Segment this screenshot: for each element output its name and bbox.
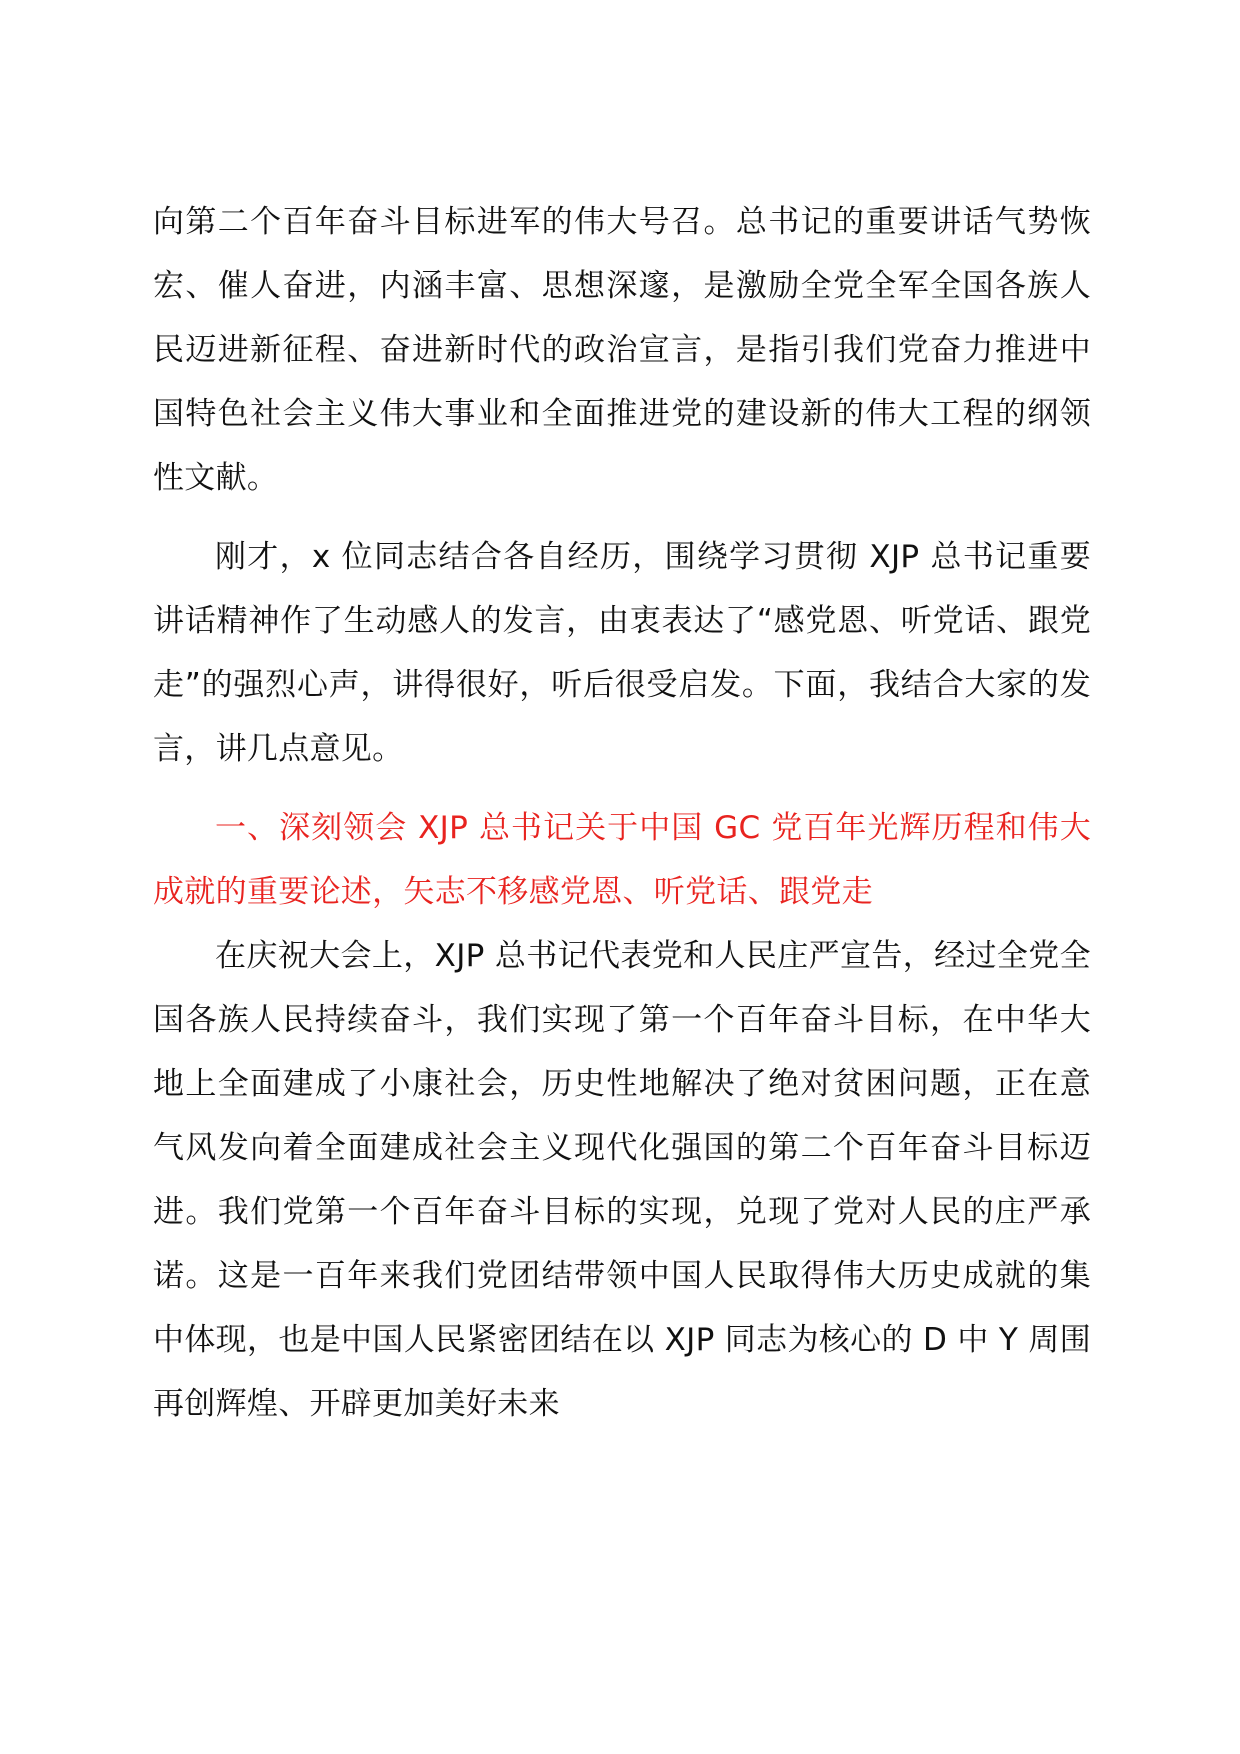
paragraph-continuation: 向第二个百年奋斗目标进军的伟大号召。总书记的重要讲话气势恢宏、催人奋进，内涵丰富、思想深邃，是激励全党全军全国各族人民迈进新征程、奋进新时代的政治宣言，是指引我们党奋力推进中国特色社会主义伟大事业和全面推进党的建设新的伟大工程的纲领性文献。 [153, 204, 1091, 496]
paragraph-section-one: 在庆祝大会上，XJP 总书记代表党和人民庄严宣告，经过全党全国各族人民持续奋斗，我们实现了第一个百年奋斗目标，在中华大地上全面建成了小康社会，历史性地解决了绝对贫困问题，正在意气风发向着全面建成社会主义现代化强国的第二个百年奋斗目标迈进。我们党第一个百年奋斗目标的实现，兑现了党对人民的庄严承诺。这是一百年来我们党团结带领中国人民取得伟大历史成就的集中体现，也是中国人民紧密团结在以 XJP 同志为核心的 D 中 Y 周围再创辉煌、开辟更加美好未来 [153, 938, 1091, 1422]
paragraph-intro: 刚才，x 位同志结合各自经历，围绕学习贯彻 XJP 总书记重要讲话精神作了生动感人的发言，由衷表达了“感党恩、听党话、跟党走”的强烈心声，讲得很好，听后很受启发。下面，我结合大家的发言，讲几点意见。 [153, 539, 1091, 767]
section-heading: 一、深刻领会 XJP 总书记关于中国 GC 党百年光辉历程和伟大成就的重要论述，矢志不移感党恩、听党话、跟党走 [153, 810, 1091, 910]
document-body [153, 190, 1091, 1436]
